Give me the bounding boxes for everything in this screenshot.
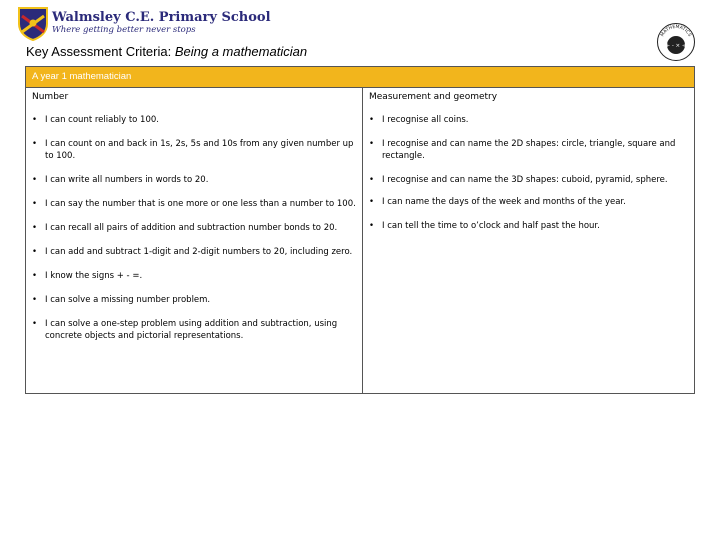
number-heading: Number xyxy=(32,92,69,102)
maths-badge-icon xyxy=(656,22,696,62)
measurement-column xyxy=(363,88,694,394)
badge-symbols: + - × ÷ xyxy=(665,43,687,49)
list-item: • I recognise and can name the 3D shapes: cuboid, pyramid, sphere. xyxy=(369,175,668,185)
title-subtitle: Being a mathematician xyxy=(174,44,308,59)
list-item: • I can tell the time to o’clock and half past the hour. xyxy=(369,221,600,231)
list-item: • I can count reliably to 100. xyxy=(32,115,159,125)
list-item: • I recognise all coins. xyxy=(369,115,469,125)
list-item: • I can add and subtract 1-digit and 2-digit numbers to 20, including zero. xyxy=(32,247,353,257)
list-item: • I can name the days of the week and months of the year. xyxy=(369,197,626,207)
list-item: • I know the signs + - =. xyxy=(32,271,143,281)
list-item: • I can count on and back in 1s, 2s, 5s and 10s from any given number up to 100. xyxy=(32,139,354,161)
measurement-heading: Measurement and geometry xyxy=(369,92,498,102)
school-name: Walmsley C.E. Primary School xyxy=(52,10,271,25)
school-crest-icon xyxy=(17,6,49,41)
list-item: • I can solve a missing number problem. xyxy=(32,295,211,305)
year-band: A year 1 mathematician xyxy=(26,67,694,88)
list-item: • I can write all numbers in words to 20. xyxy=(32,175,209,185)
title-main: Key Assessment Criteria: xyxy=(26,44,175,59)
list-item: • I can recall all pairs of addition and subtraction number bonds to 20. xyxy=(32,223,338,233)
page-header xyxy=(0,0,720,65)
list-item: • I can say the number that is one more or one less than a number to 100. xyxy=(32,199,356,209)
list-item: • I can solve a one-step problem using addition and subtraction, using concrete objects and pictorial representations. xyxy=(32,319,338,341)
list-item: • I recognise and can name the 2D shapes: circle, triangle, square and rectangle. xyxy=(369,139,676,161)
assessment-panel xyxy=(25,66,695,394)
page-title xyxy=(26,44,307,59)
number-column xyxy=(26,88,363,394)
badge-label: MATHEMATICS xyxy=(660,24,692,38)
school-motto: Where getting better never stops xyxy=(52,25,196,35)
